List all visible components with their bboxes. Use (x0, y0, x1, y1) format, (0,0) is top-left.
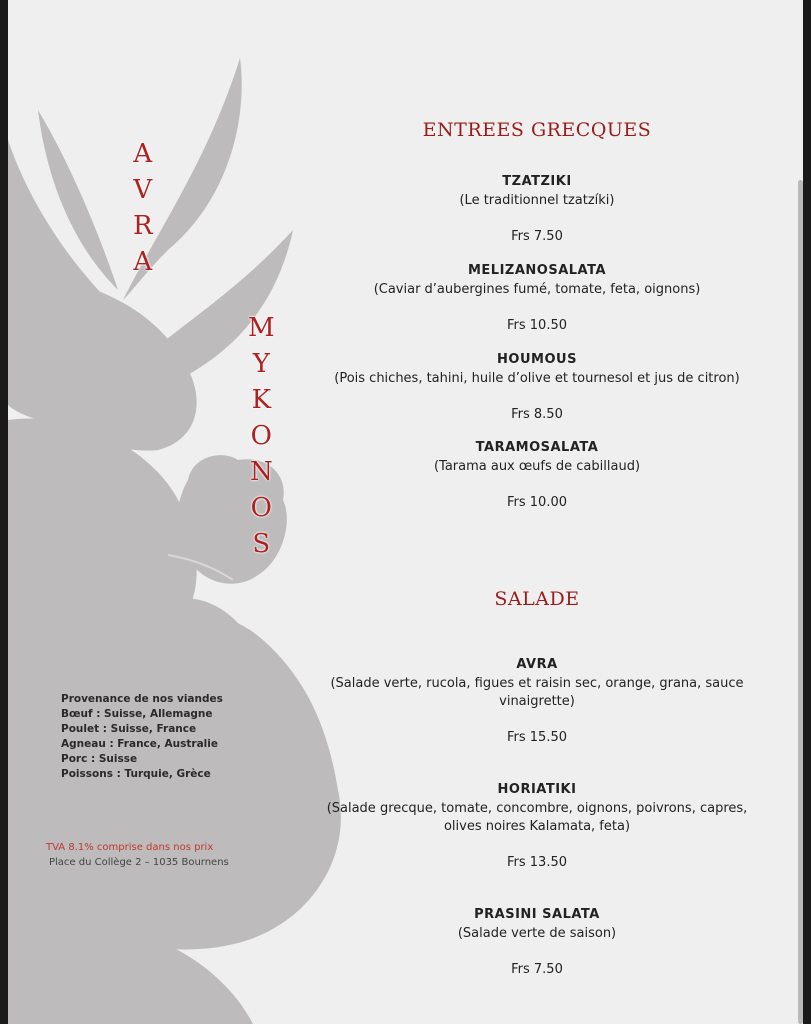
brand-letter: S (252, 529, 271, 559)
item-price: Frs 7.50 (511, 229, 563, 244)
item-description: (Salade grecque, tomate, concombre, oignons, poivrons, capres, olives noires Kalamata, feta) (326, 801, 748, 834)
brand-letter: O (250, 421, 272, 451)
brand-letter: A (133, 247, 153, 277)
item-price: Frs 10.50 (507, 318, 567, 333)
brand-letter: A (133, 139, 153, 169)
tva-note: TVA 8.1% comprise dans nos prix (46, 842, 214, 853)
item-description: (Le traditionnel tzatzíki) (459, 193, 615, 208)
brand-letter: K (251, 385, 272, 415)
item-price: Frs 15.50 (507, 730, 567, 745)
brand-letter: Y (252, 349, 270, 379)
item-description: (Caviar d’aubergines fumé, tomate, feta, oignons) (373, 282, 701, 297)
provenance-title: Provenance de nos viandes (61, 693, 223, 705)
item-description: (Tarama aux œufs de cabillaud) (433, 459, 641, 474)
menu-page (8, 0, 803, 1024)
provenance-line: Porc : Suisse (61, 753, 138, 765)
item-name: HORIATIKI (497, 782, 577, 797)
item-name: TZATZIKI (502, 174, 572, 189)
item-description: (Pois chiches, tahini, huile d’olive et tournesol et jus de citron) (334, 371, 740, 386)
item-name: PRASINI SALATA (474, 907, 600, 922)
menu-item (311, 351, 763, 424)
item-price: Frs 7.50 (511, 962, 563, 977)
item-price: Frs 8.50 (511, 407, 563, 422)
brand-letter: O (250, 493, 272, 523)
provenance-line: Poulet : Suisse, France (61, 723, 197, 735)
item-price: Frs 10.00 (507, 495, 567, 510)
brand-letter: V (133, 175, 153, 205)
item-name: TARAMOSALATA (475, 440, 599, 455)
section-title-entrees: ENTREES GRECQUES (422, 119, 652, 141)
provenance-line: Agneau : France, Australie (61, 738, 218, 750)
menu-item (311, 781, 763, 872)
menu-item (311, 439, 763, 512)
brand-letter: N (249, 457, 273, 487)
section-title-salade: SALADE (494, 588, 580, 610)
brand-letter: R (133, 211, 153, 241)
brand-letter: M (248, 313, 275, 343)
scrollbar[interactable] (798, 180, 803, 1024)
item-name: HOUMOUS (497, 352, 577, 367)
provenance-line: Poissons : Turquie, Grèce (61, 768, 211, 780)
item-name: MELIZANOSALATA (467, 263, 607, 278)
brand-word-mykonos (248, 310, 275, 562)
menu-item (311, 906, 763, 979)
brand-word-avra (133, 136, 153, 280)
menu-item (311, 656, 763, 747)
item-description: (Salade verte de saison) (457, 926, 617, 941)
restaurant-address: Place du Collège 2 – 1035 Bournens (49, 857, 229, 868)
menu-item (311, 262, 763, 335)
meat-provenance (61, 692, 223, 782)
menu-item (311, 173, 763, 246)
item-price: Frs 13.50 (507, 855, 567, 870)
item-description: (Salade verte, rucola, figues et raisin sec, orange, grana, sauce vinaigrette) (330, 676, 744, 709)
item-name: AVRA (516, 657, 558, 672)
provenance-line: Bœuf : Suisse, Allemagne (61, 708, 213, 720)
